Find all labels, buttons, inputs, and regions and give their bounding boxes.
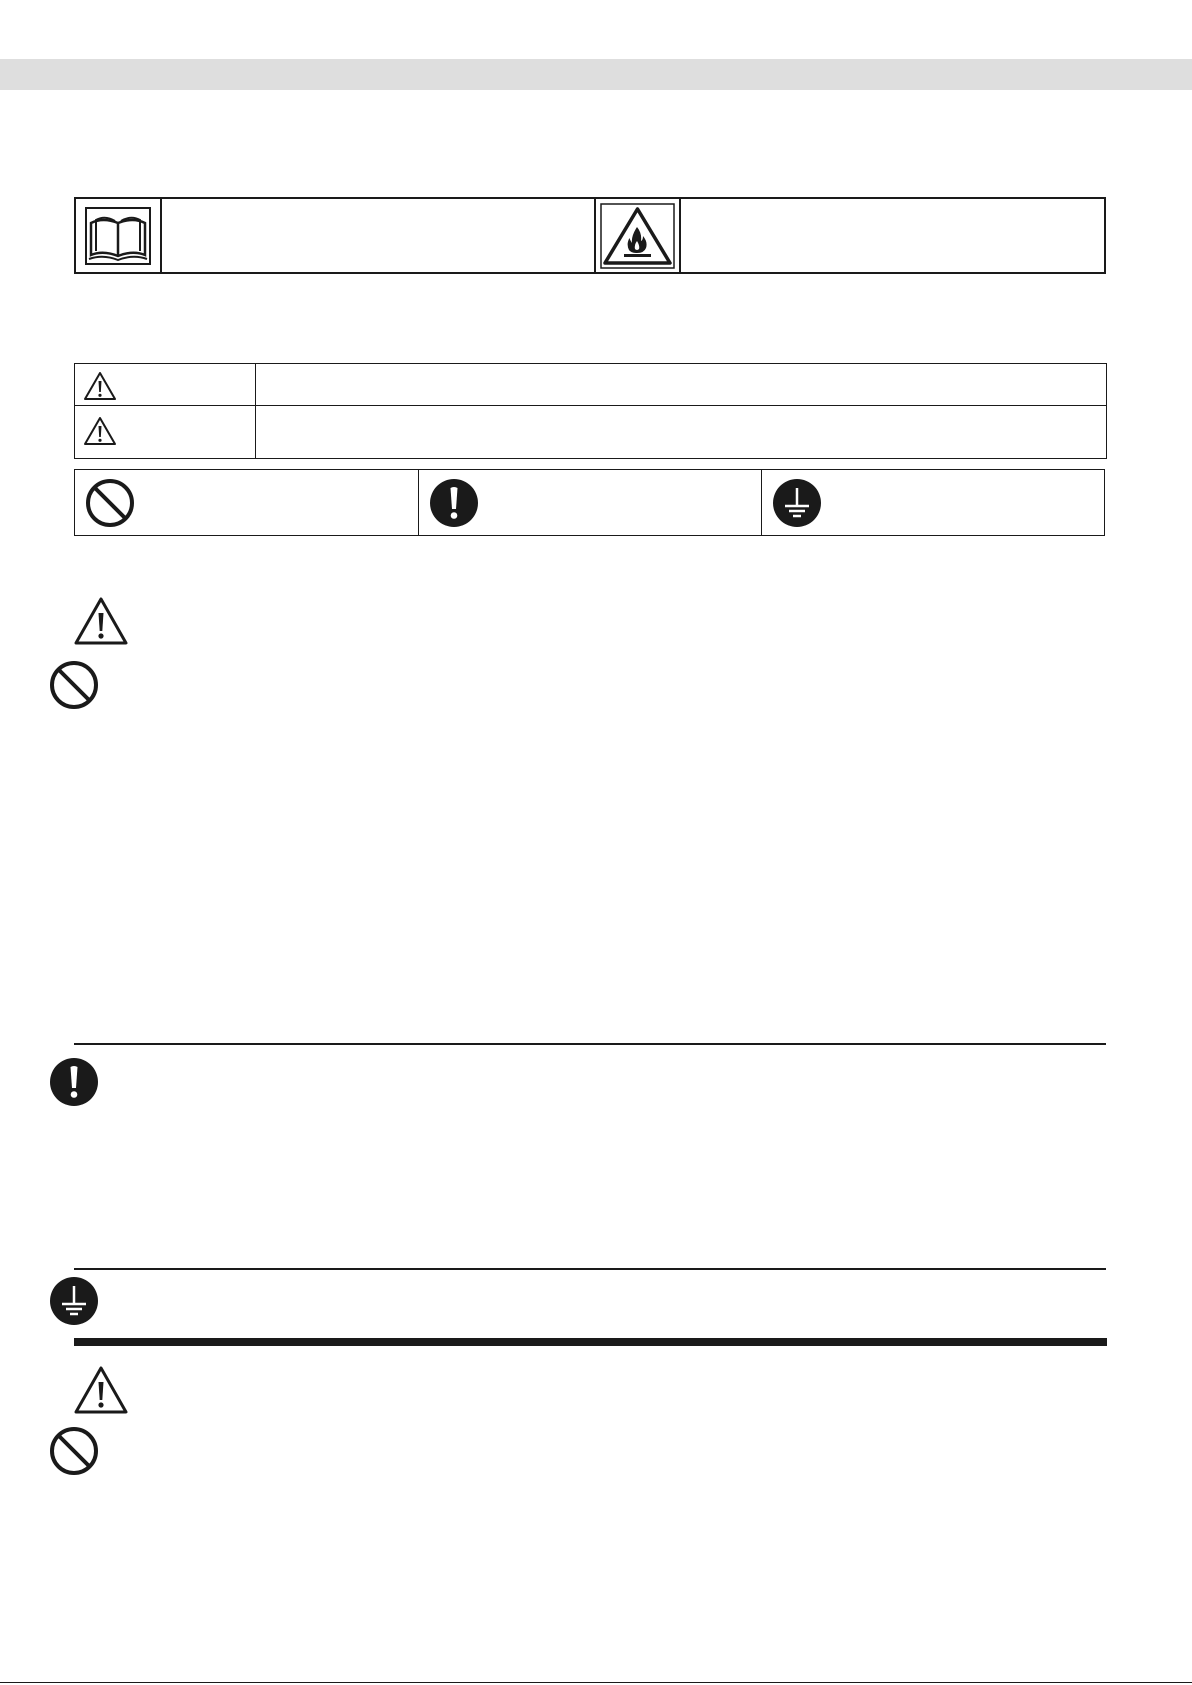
hazard-level-row [75, 406, 1106, 458]
mandatory-action-icon [429, 478, 479, 528]
prohibition-icon [85, 478, 135, 528]
symbol-cell-manual-text [162, 199, 596, 272]
symbol-cell-flammable-text [681, 199, 1104, 272]
sign-type-table [74, 469, 1105, 536]
hazard-level-icon-cell [75, 406, 256, 458]
flammable-warning-icon [600, 203, 675, 269]
hazard-level-icon-cell [75, 364, 256, 405]
prohibition-icon [49, 660, 99, 710]
section-divider [74, 1268, 1106, 1270]
sign-cell-prohibition [75, 470, 419, 535]
prohibition-icon [49, 1426, 99, 1476]
warning-triangle-icon [73, 596, 129, 646]
caution-triangle-icon [73, 1365, 129, 1415]
sign-cell-mandatory [419, 470, 762, 535]
hazard-level-table [74, 363, 1107, 459]
symbol-cell-flammable [596, 199, 681, 272]
sign-cell-ground [762, 470, 1104, 535]
section-thick-divider [74, 1338, 1107, 1346]
warning-triangle-icon [83, 371, 117, 401]
mandatory-action-icon [49, 1057, 99, 1107]
section-divider [74, 1043, 1106, 1045]
page-bottom-rule [0, 1682, 1192, 1683]
ground-icon [49, 1276, 99, 1326]
ground-icon [772, 478, 822, 528]
caution-triangle-icon [83, 416, 117, 446]
read-manual-icon [85, 207, 151, 265]
hazard-level-row [75, 364, 1106, 406]
symbol-cell-manual [76, 199, 162, 272]
header-band [0, 59, 1192, 90]
symbol-legend-table [74, 197, 1106, 274]
